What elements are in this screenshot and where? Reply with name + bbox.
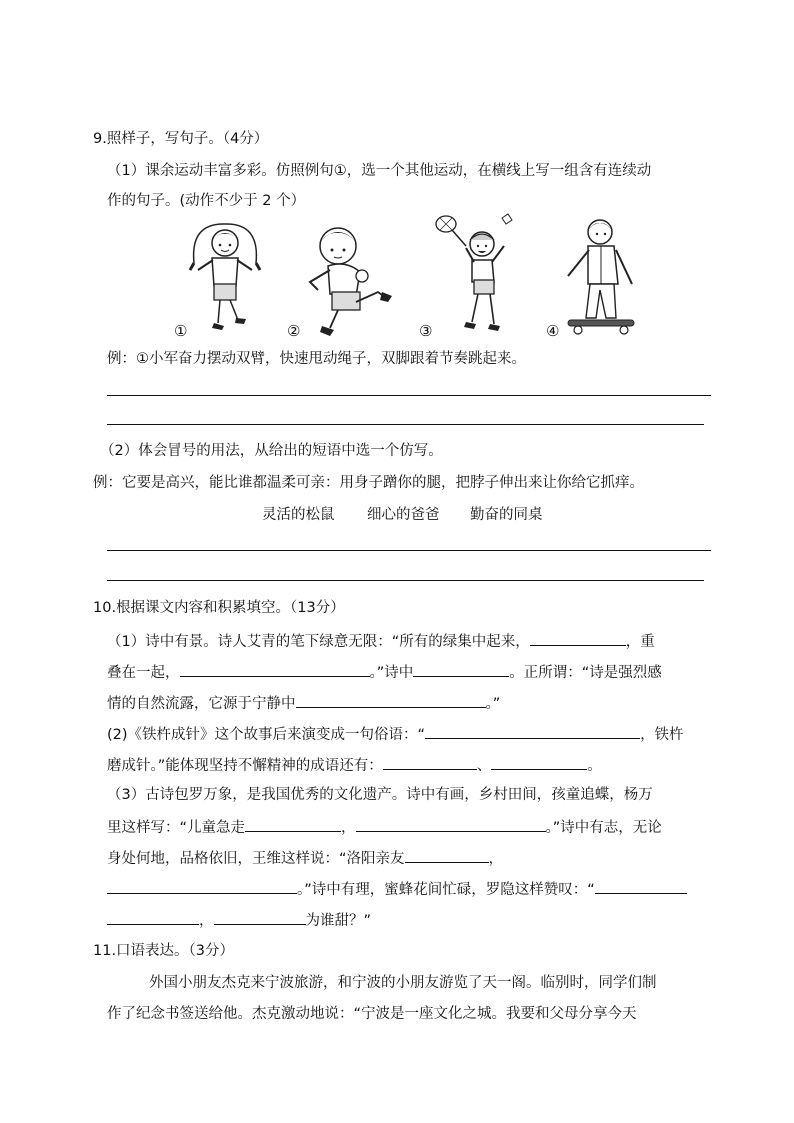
- figure-number: ②: [287, 322, 301, 340]
- answer-line[interactable]: [107, 395, 711, 396]
- jump-rope-boy-illustration: [180, 218, 270, 338]
- fill-blank[interactable]: [180, 661, 370, 677]
- fill-blank[interactable]: [595, 878, 687, 894]
- fill-blank[interactable]: [245, 816, 341, 832]
- q10-s1-line2: 叠在一起， 。”诗中 。正所谓：“诗是强烈感: [107, 661, 662, 683]
- q11-line1: 外国小朋友杰克来宁波旅游，和宁波的小朋友游览了天一阁。临别时，同学们制: [149, 975, 657, 991]
- phrase-option: 灵活的松鼠: [262, 507, 335, 523]
- badminton-girl-illustration: [432, 212, 524, 338]
- fill-blank[interactable]: [383, 754, 477, 770]
- q9-example-1: 例：①小军奋力摆动双臂，快速甩动绳子，双脚跟着节奏跳起来。: [107, 351, 526, 367]
- phrase-option: 勤奋的同桌: [470, 507, 543, 523]
- q11-title: 11.口语表达。（3分）: [93, 943, 235, 959]
- q10-s2-line1: (2)《铁杵成针》这个故事后来演变成一句俗语：“ ，铁杵: [107, 723, 684, 745]
- q9-part1-line1: （1）课余运动丰富多彩。仿照例句①，选一个其他运动，在横线上写一组含有连续动: [107, 163, 652, 179]
- q10-s1-line3: 情的自然流露，它源于宁静中 。”: [107, 692, 500, 714]
- q9-part2-line1: （2）体会冒号的用法，从给出的短语中选一个仿写。: [100, 443, 443, 459]
- q10-s3-line3: 身处何地，品格依旧，王维这样说：“洛阳亲友 ，: [107, 847, 503, 869]
- q10-s2-line2: 磨成针。”能体现坚持不懈精神的成语还有： 、 。: [107, 754, 602, 776]
- fill-blank[interactable]: [491, 754, 587, 770]
- fill-blank[interactable]: [107, 909, 199, 925]
- skateboard-boy-illustration: [558, 214, 640, 338]
- fill-blank[interactable]: [356, 816, 546, 832]
- q10-s1-line1: （1）诗中有景。诗人艾青的笔下绿意无限：“所有的绿集中起来， ，重: [107, 630, 655, 652]
- fill-blank[interactable]: [214, 909, 306, 925]
- fill-blank[interactable]: [425, 723, 640, 739]
- q9-part1-line2: 作的句子。(动作不少于 2 个）: [107, 193, 306, 209]
- answer-line[interactable]: [107, 550, 711, 551]
- figure-number: ①: [174, 322, 188, 340]
- q9-title: 9.照样子，写句子。（4分）: [93, 131, 269, 147]
- q9-example-2: 例：它要是高兴，能比谁都温柔可亲：用身子蹭你的腿，把脖子伸出来让你给它抓痒。: [93, 475, 644, 491]
- fill-blank[interactable]: [296, 692, 486, 708]
- q10-s3-line4: 。”诗中有理，蜜蜂花间忙碌，罗隐这样赞叹：“: [107, 878, 687, 900]
- fill-blank[interactable]: [413, 661, 509, 677]
- running-boy-illustration: [300, 220, 395, 338]
- figure-number: ④: [546, 322, 560, 340]
- fill-blank[interactable]: [530, 630, 626, 646]
- phrase-option: 细心的爸爸: [367, 507, 440, 523]
- answer-line[interactable]: [107, 424, 704, 425]
- q11-line2: 作了纪念书签送给他。杰克激动地说：“宁波是一座文化之城。我要和父母分享今天: [107, 1006, 637, 1022]
- fill-blank[interactable]: [107, 878, 297, 894]
- q10-title: 10.根据课文内容和积累填空。（13分）: [93, 600, 345, 616]
- answer-line[interactable]: [107, 580, 704, 581]
- q10-s3-line5: ， 为谁甜？”: [107, 909, 371, 931]
- fill-blank[interactable]: [405, 847, 489, 863]
- figure-number: ③: [419, 322, 433, 340]
- q10-s3-line2: 里这样写：“儿童急走 ， 。”诗中有志，无论: [107, 816, 662, 838]
- q10-s3-line1: （3）古诗包罗万象，是我国优秀的文化遗产。诗中有画，乡村田间，孩童追蝶，杨万: [107, 787, 653, 803]
